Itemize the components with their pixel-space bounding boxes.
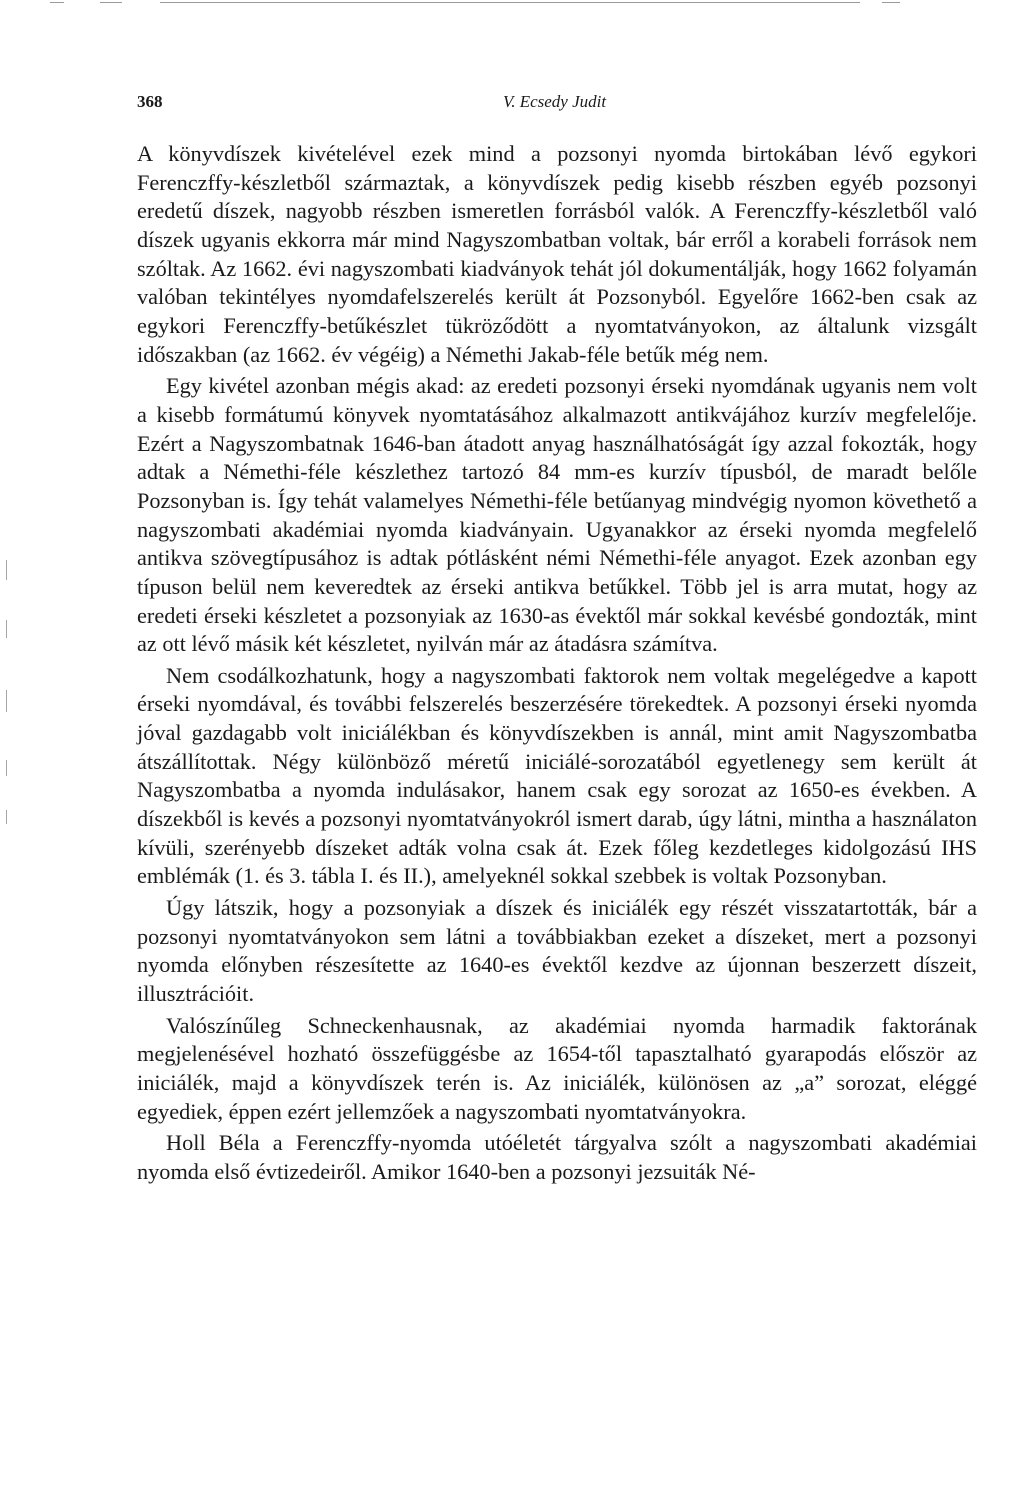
body-text	[137, 140, 977, 1187]
page-header	[137, 92, 977, 114]
page-number: 368	[137, 92, 163, 111]
paragraph: Nem csodálkozhatunk, hogy a nagyszombati faktorok nem voltak megelégedve a kapott érseki nyomdával, és további felszerelés beszerzésére törekedtek. A pozsonyi érseki nyomda jóval gazdagabb volt iniciálékban és könyvdíszekben is annál, mint amit Nagyszombatba átszállítottak. Négy különböző méretű iniciálé-sorozatából egyetlenegy sem került át Nagyszombatba a nyomda indulásakor, hanem csak egy sorozat az 1650-es években. A díszekből is kevés a pozsonyi nyomtatványokról ismert darab, úgy látni, mintha a használaton kívüli, szerényebb díszeket adták volna csak át. Ezek főleg kezdetleges kidolgozású IHS emblémák (1. és 3. tábla I. és II.), amelyeknél sokkal szebbek is voltak Pozsonyban.	[137, 662, 977, 889]
paragraph: A könyvdíszek kivételével ezek mind a pozsonyi nyomda birtokában lévő egykori Ferenczffy-készletből származtak, a könyvdíszek pedig kisebb részben egyéb pozsonyi eredetű díszek, nagyobb részben ismeretlen forrásból valók. A Ferenczffy-készletből való díszek ugyanis ekkorra már mind Nagyszombatban voltak, bár erről a korabeli források nem szóltak. Az 1662. évi nagyszombati kiadványok tehát jól dokumentálják, hogy 1662 folyamán valóban tekintélyes nyomdafelszerelés került át Pozsonyból. Egyelőre 1662-ben csak az egykori Ferenczffy-betűkészlet tükröződött a nyomtatványokon, az általunk vizsgált időszakban (az 1662. év végéig) a Némethi Jakab-féle betűk még nem.	[137, 141, 977, 367]
scan-top-edge-marks	[40, 0, 960, 6]
paragraph: Egy kivétel azonban mégis akad: az eredeti pozsonyi érseki nyomdának ugyanis nem volt a kisebb formátumú könyvek nyomtatásához alkalmazott antikvájához kurzív megfelelője. Ezért a Nagyszombatnak 1646-ban átadott anyag használhatóságát így azzal fokozták, hogy adtak a Némethi-féle készlethez tartozó 84 mm-es kurzív típusból, de maradt belőle Pozsonyban is. Így tehát valamelyes Némethi-féle betűanyag mindvégig nyomon követhető a nagyszombati akadémiai nyomda kiadványain. Ugyanakkor az érseki nyomda megfelelő antikva szövegtípusához is adtak pótlásként némi Némethi-féle anyagot. Ezek azonban egy típuson belül nem keveredtek az érseki antikva betűkkel. Több jel is arra mutat, hogy az eredeti érseki készletet a pozsonyiak az 1630-as évektől már sokkal kevésbé gondozták, mint az ott lévő másik két készletet, nyilván már az átadásra számítva.	[137, 373, 977, 657]
paragraph: Valószínűleg Schneckenhausnak, az akadémiai nyomda harmadik faktorának megjelenésével hozható összefüggésbe az 1654-től tapasztalható gyarapodás először az iniciálék, majd a könyvdíszek terén is. Az iniciálék, különösen az „a” sorozat, eléggé egyediek, éppen ezért jellemzőek a nagyszombati nyomtatványokra.	[137, 1012, 977, 1124]
paragraph: Holl Béla a Ferenczffy-nyomda utóéletét tárgyalva szólt a nagyszombati akadémiai nyomda első évtizedeiről. Amikor 1640-ben a pozsonyi jezsuiták Né-	[137, 1130, 977, 1184]
scan-left-margin-marks	[6, 560, 8, 830]
paragraph: Úgy látszik, hogy a pozsonyiak a díszek és iniciálék egy részét visszatartották, bár a pozsonyi nyomtatványokon sem látni a továbbiakban ezeket a díszeket, mert a pozsonyi nyomda előnyben részesítette az 1640-es évektől kezdve az újonnan beszerzett díszeit, illusztrációit.	[137, 895, 977, 1007]
running-head: V. Ecsedy Judit	[503, 92, 607, 111]
